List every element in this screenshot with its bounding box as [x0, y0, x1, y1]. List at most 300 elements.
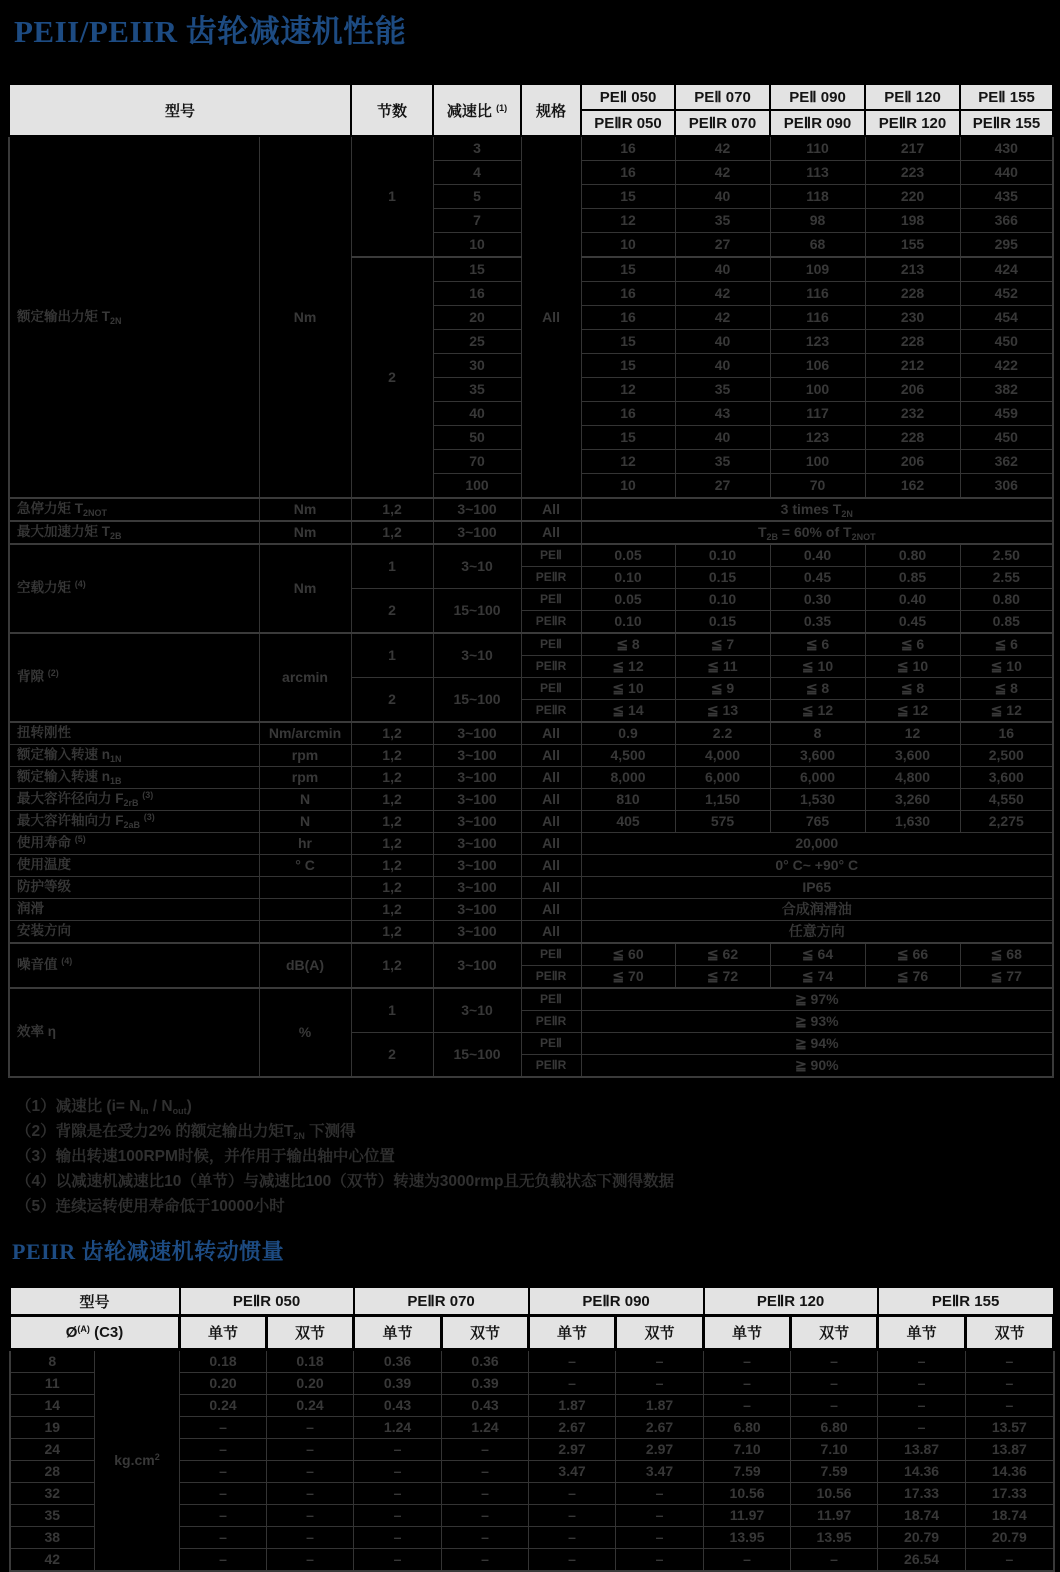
cell [259, 877, 351, 899]
cell: 2 [351, 678, 433, 723]
cell: 27 [675, 474, 770, 499]
header-cell: PEⅡR 050 [180, 1287, 354, 1316]
cell: % [259, 988, 351, 1077]
cell: – [354, 1483, 442, 1505]
cell: ≦ 12 [865, 700, 960, 723]
cell: PEⅡ [521, 943, 581, 966]
cell: 0.30 [770, 589, 865, 611]
cell: All [521, 767, 581, 789]
row [9, 633, 1053, 656]
cell: 13.57 [966, 1417, 1054, 1439]
cell: 35 [675, 450, 770, 474]
cell: ≦ 12 [581, 656, 675, 678]
cell: 38 [10, 1527, 95, 1549]
cell: 4,800 [865, 767, 960, 789]
cell: 任意方向 [581, 921, 1053, 944]
cell: 422 [960, 354, 1053, 378]
cell: – [704, 1350, 791, 1373]
cell: 1 [351, 633, 433, 678]
header-row [9, 84, 1053, 110]
cell: 220 [865, 185, 960, 209]
cell: 最大加速力矩 $T_{2B}$ [9, 521, 259, 544]
cell: 16 [581, 282, 675, 306]
cell: 0.20 [267, 1373, 354, 1395]
cell: – [354, 1549, 442, 1572]
cell: 0.39 [354, 1373, 442, 1395]
cell: 3~100 [433, 521, 521, 544]
cell: rpm [259, 745, 351, 767]
cell: PEⅡ [521, 633, 581, 656]
header-cell: 双节 [267, 1316, 354, 1350]
header-cell: PEⅡR 155 [878, 1287, 1054, 1316]
row [9, 767, 1053, 789]
cell: 10 [581, 474, 675, 499]
cell: – [529, 1505, 616, 1527]
cell: – [180, 1439, 267, 1461]
cell: – [529, 1549, 616, 1572]
cell: 16 [581, 402, 675, 426]
footnote: （2）背隙是在受力2% 的额定输出力矩$T_{2N}$ 下测得 [16, 1123, 356, 1141]
cell: 3,260 [865, 789, 960, 811]
cell: 0° C~ +90° C [581, 855, 1053, 877]
cell: 1 [351, 136, 433, 257]
row [9, 521, 1053, 544]
cell: 295 [960, 233, 1053, 258]
cell: 20,000 [581, 833, 1053, 855]
cell: – [966, 1395, 1054, 1417]
cell: ≦ 74 [770, 966, 865, 989]
cell: PEⅡ [521, 589, 581, 611]
cell: 35 [675, 209, 770, 233]
cell: – [529, 1373, 616, 1395]
cell: 12 [581, 209, 675, 233]
cell: 3~100 [433, 899, 521, 921]
cell: 430 [960, 136, 1053, 161]
cell: 1,2 [351, 921, 433, 944]
cell: 2 [351, 1033, 433, 1078]
cell: 162 [865, 474, 960, 499]
header-cell: PEⅡ 120 [865, 84, 960, 110]
cell: 15 [581, 185, 675, 209]
cell: 15 [581, 257, 675, 282]
cell: 1,2 [351, 789, 433, 811]
cell: – [180, 1417, 267, 1439]
cell: 42 [675, 306, 770, 330]
cell: – [442, 1549, 529, 1572]
cell: 合成润滑油 [581, 899, 1053, 921]
row [9, 943, 1053, 966]
cell: 1,2 [351, 899, 433, 921]
cell: 1,2 [351, 943, 433, 988]
cell: ≦ 7 [675, 633, 770, 656]
cell: 230 [865, 306, 960, 330]
cell: 12 [581, 378, 675, 402]
cell: 70 [770, 474, 865, 499]
cell: ≦ 62 [675, 943, 770, 966]
cell: 26.54 [878, 1549, 966, 1572]
cell: arcmin [259, 633, 351, 722]
cell: – [267, 1505, 354, 1527]
cell: 扭转刚性 [9, 722, 259, 745]
cell: 0.24 [180, 1395, 267, 1417]
cell: – [267, 1527, 354, 1549]
cell: 1.87 [529, 1395, 616, 1417]
cell: 40 [675, 330, 770, 354]
cell: 3~10 [433, 633, 521, 678]
cell: 2.67 [616, 1417, 704, 1439]
cell: – [878, 1417, 966, 1439]
header-row [10, 1316, 1054, 1350]
cell: 8 [770, 722, 865, 745]
cell: 25 [433, 330, 521, 354]
cell: 10 [433, 233, 521, 258]
cell: 安装方向 [9, 921, 259, 944]
cell: – [791, 1350, 878, 1373]
cell: 额定输入转速 $n_{1B}$ [9, 767, 259, 789]
cell: ≦ 64 [770, 943, 865, 966]
cell: ≦ 10 [581, 678, 675, 700]
cell: 0.43 [442, 1395, 529, 1417]
cell: 1 [351, 544, 433, 589]
cell: 3~10 [433, 988, 521, 1033]
cell: 3~100 [433, 833, 521, 855]
cell: ≧ 97% [581, 988, 1053, 1011]
cell: – [267, 1461, 354, 1483]
cell: 0.36 [354, 1350, 442, 1373]
header-cell: PEⅡR 090 [529, 1287, 704, 1316]
cell: 0.80 [960, 589, 1053, 611]
cell: – [529, 1527, 616, 1549]
cell: 13.87 [878, 1439, 966, 1461]
cell: 116 [770, 282, 865, 306]
cell: All [521, 899, 581, 921]
cell: 2.50 [960, 544, 1053, 567]
cell: 100 [770, 450, 865, 474]
cell: 3~100 [433, 498, 521, 521]
cell: 19 [10, 1417, 95, 1439]
cell: 15~100 [433, 589, 521, 634]
cell: 3~100 [433, 745, 521, 767]
cell: All [521, 877, 581, 899]
cell: 空载力矩 $^{(4)}$ [9, 544, 259, 633]
header-cell: PEⅡR 120 [865, 110, 960, 136]
cell: 0.40 [865, 589, 960, 611]
header-cell: PEⅡR 070 [675, 110, 770, 136]
cell: 使用温度 [9, 855, 259, 877]
cell: 3~100 [433, 789, 521, 811]
header-cell: 单节 [529, 1316, 616, 1350]
cell: 50 [433, 426, 521, 450]
cell: 40 [675, 426, 770, 450]
cell: 435 [960, 185, 1053, 209]
cell: 1,2 [351, 855, 433, 877]
cell: 20.79 [966, 1527, 1054, 1549]
cell: All [521, 855, 581, 877]
cell: 防护等级 [9, 877, 259, 899]
cell: 1.24 [442, 1417, 529, 1439]
cell: 6.80 [791, 1417, 878, 1439]
cell: PEⅡR [521, 567, 581, 589]
cell: 0.45 [865, 611, 960, 634]
cell: 0.10 [581, 567, 675, 589]
cell: All [521, 745, 581, 767]
cell: Nm/arcmin [259, 722, 351, 745]
page-title-inertia: PEIIR 齿轮减速机转动惯量 [12, 1239, 285, 1264]
cell: 3,600 [865, 745, 960, 767]
cell: 2,500 [960, 745, 1053, 767]
cell: 206 [865, 378, 960, 402]
cell: – [180, 1483, 267, 1505]
cell: 13.87 [966, 1439, 1054, 1461]
cell: 0.18 [180, 1350, 267, 1373]
cell: 1,2 [351, 811, 433, 833]
header-cell: PEⅡ 050 [581, 84, 675, 110]
cell: 4 [433, 161, 521, 185]
cell: – [704, 1395, 791, 1417]
cell: 810 [581, 789, 675, 811]
cell: – [442, 1483, 529, 1505]
cell: PEⅡ [521, 988, 581, 1011]
cell: ≦ 13 [675, 700, 770, 723]
cell: Nm [259, 544, 351, 633]
cell: – [966, 1549, 1054, 1572]
cell: 0.10 [581, 611, 675, 634]
header-cell: PEⅡ 070 [675, 84, 770, 110]
cell: 2.55 [960, 567, 1053, 589]
cell: 4,500 [581, 745, 675, 767]
cell: – [966, 1373, 1054, 1395]
footnote: （5）连续运转使用寿命低于10000小时 [16, 1198, 285, 1215]
cell: 27 [675, 233, 770, 258]
cell: – [791, 1395, 878, 1417]
cell: – [267, 1483, 354, 1505]
cell: 3~100 [433, 855, 521, 877]
cell: 440 [960, 161, 1053, 185]
cell: 123 [770, 426, 865, 450]
cell: 116 [770, 306, 865, 330]
cell: All [521, 498, 581, 521]
footnote: （4）以减速机减速比10（单节）与减速比100（双节）转速为3000rmp且无负载状态下测得数据 [16, 1173, 674, 1190]
cell: 15 [581, 330, 675, 354]
cell: N [259, 811, 351, 833]
cell: ° C [259, 855, 351, 877]
header-cell: PEⅡR 050 [581, 110, 675, 136]
cell: All [521, 521, 581, 544]
cell: 2.97 [616, 1439, 704, 1461]
cell: 7.59 [704, 1461, 791, 1483]
cell: 2 [351, 589, 433, 634]
cell: 6,000 [770, 767, 865, 789]
cell: ≦ 10 [960, 656, 1053, 678]
cell: 7.59 [791, 1461, 878, 1483]
header-cell: 双节 [616, 1316, 704, 1350]
cell: ≦ 14 [581, 700, 675, 723]
cell: Nm [259, 136, 351, 498]
cell: 10.56 [704, 1483, 791, 1505]
cell: – [791, 1373, 878, 1395]
cell: 1.24 [354, 1417, 442, 1439]
cell: 110 [770, 136, 865, 161]
header-cell: 单节 [878, 1316, 966, 1350]
cell [259, 921, 351, 944]
cell: IP65 [581, 877, 1053, 899]
cell: All [521, 789, 581, 811]
cell: 1,630 [865, 811, 960, 833]
cell: 16 [581, 136, 675, 161]
cell: 0.05 [581, 589, 675, 611]
cell: 急停力矩 $T_{2NOT}$ [9, 498, 259, 521]
cell: – [354, 1527, 442, 1549]
header-cell: 双节 [791, 1316, 878, 1350]
cell: – [180, 1461, 267, 1483]
cell: – [529, 1483, 616, 1505]
row [9, 988, 1053, 1011]
cell: 155 [865, 233, 960, 258]
cell: Nm [259, 521, 351, 544]
cell: 7 [433, 209, 521, 233]
cell: dB(A) [259, 943, 351, 988]
cell: 18.74 [878, 1505, 966, 1527]
cell: 额定输出力矩 $T_{2N}$ [9, 136, 259, 498]
cell: PEⅡR [521, 966, 581, 989]
cell: 4,550 [960, 789, 1053, 811]
cell: $kg.cm^2$ [95, 1350, 180, 1572]
row [9, 899, 1053, 921]
cell: 306 [960, 474, 1053, 499]
cell: 0.10 [675, 589, 770, 611]
cell: 109 [770, 257, 865, 282]
cell: 98 [770, 209, 865, 233]
cell: 3~100 [433, 811, 521, 833]
cell: hr [259, 833, 351, 855]
cell: – [529, 1350, 616, 1373]
cell: 232 [865, 402, 960, 426]
cell: ≦ 68 [960, 943, 1053, 966]
cell: ≦ 8 [770, 678, 865, 700]
cell: 217 [865, 136, 960, 161]
cell: 16 [581, 306, 675, 330]
cell: 42 [675, 282, 770, 306]
cell: 228 [865, 426, 960, 450]
cell: ≦ 10 [865, 656, 960, 678]
cell: 452 [960, 282, 1053, 306]
cell: 3~10 [433, 544, 521, 589]
cell: 100 [770, 378, 865, 402]
cell: 3 times $T_{2N}$ [581, 498, 1053, 521]
cell: PEⅡ [521, 678, 581, 700]
row [9, 722, 1053, 745]
cell: 106 [770, 354, 865, 378]
cell: 14 [10, 1395, 95, 1417]
cell: 0.43 [354, 1395, 442, 1417]
cell: 40 [433, 402, 521, 426]
cell: 0.35 [770, 611, 865, 634]
cell: – [442, 1461, 529, 1483]
header-cell: PEⅡ 090 [770, 84, 865, 110]
header-cell: PEⅡR 120 [704, 1287, 878, 1316]
cell: 12 [581, 450, 675, 474]
header-cell: PEⅡR 155 [960, 110, 1053, 136]
cell: PEⅡR [521, 700, 581, 723]
cell: – [791, 1549, 878, 1572]
cell: 1,2 [351, 521, 433, 544]
row [9, 833, 1053, 855]
cell: 0.15 [675, 611, 770, 634]
cell: 11 [10, 1373, 95, 1395]
performance-table-header [9, 84, 1053, 136]
cell: ≦ 8 [960, 678, 1053, 700]
cell: 0.45 [770, 567, 865, 589]
cell: All [521, 921, 581, 944]
cell: 42 [10, 1549, 95, 1572]
cell: ≦ 9 [675, 678, 770, 700]
cell: 10.56 [791, 1483, 878, 1505]
cell: 17.33 [966, 1483, 1054, 1505]
cell: 3~100 [433, 921, 521, 944]
cell: Nm [259, 498, 351, 521]
cell: 效率 η [9, 988, 259, 1077]
cell: 5 [433, 185, 521, 209]
cell: 0.80 [865, 544, 960, 567]
header-cell: $Ø^{(A)}$ (C3) [10, 1316, 180, 1350]
cell: 噪音值 $^{(4)}$ [9, 943, 259, 988]
cell: – [878, 1350, 966, 1373]
cell: All [521, 722, 581, 745]
cell: 100 [433, 474, 521, 499]
cell: – [878, 1395, 966, 1417]
page [0, 6, 1060, 1566]
cell: – [966, 1350, 1054, 1373]
cell: 1 [351, 988, 433, 1033]
cell: 24 [10, 1439, 95, 1461]
cell: 28 [10, 1461, 95, 1483]
cell: – [442, 1439, 529, 1461]
cell: 1,150 [675, 789, 770, 811]
header-cell: PEⅡ 155 [960, 84, 1053, 110]
cell: ≧ 90% [581, 1055, 1053, 1078]
cell: PEⅡR [521, 656, 581, 678]
cell: 118 [770, 185, 865, 209]
cell: 198 [865, 209, 960, 233]
cell: 0.85 [960, 611, 1053, 634]
cell: 15~100 [433, 678, 521, 723]
cell: – [616, 1549, 704, 1572]
cell: ≦ 10 [770, 656, 865, 678]
cell: – [354, 1505, 442, 1527]
cell: 13.95 [704, 1527, 791, 1549]
header-cell: PEⅡR 070 [354, 1287, 529, 1316]
cell: 575 [675, 811, 770, 833]
cell: – [616, 1483, 704, 1505]
header-cell: 型号 [9, 84, 351, 136]
cell: 459 [960, 402, 1053, 426]
cell: 0.24 [267, 1395, 354, 1417]
cell: 3 [433, 136, 521, 161]
cell: 13.95 [791, 1527, 878, 1549]
row [9, 544, 1053, 567]
cell: ≦ 8 [865, 678, 960, 700]
cell: 35 [10, 1505, 95, 1527]
cell: 16 [433, 282, 521, 306]
cell: 3,600 [770, 745, 865, 767]
cell: 0.15 [675, 567, 770, 589]
cell: PEⅡ [521, 544, 581, 567]
cell: 382 [960, 378, 1053, 402]
cell: $T_{2B} = 60\%$ of $T_{2NOT}$ [581, 521, 1053, 544]
cell: 最大容许径向力 $F_{2rB}$ $^{(3)}$ [9, 789, 259, 811]
cell: – [180, 1549, 267, 1572]
cell: 0.05 [581, 544, 675, 567]
